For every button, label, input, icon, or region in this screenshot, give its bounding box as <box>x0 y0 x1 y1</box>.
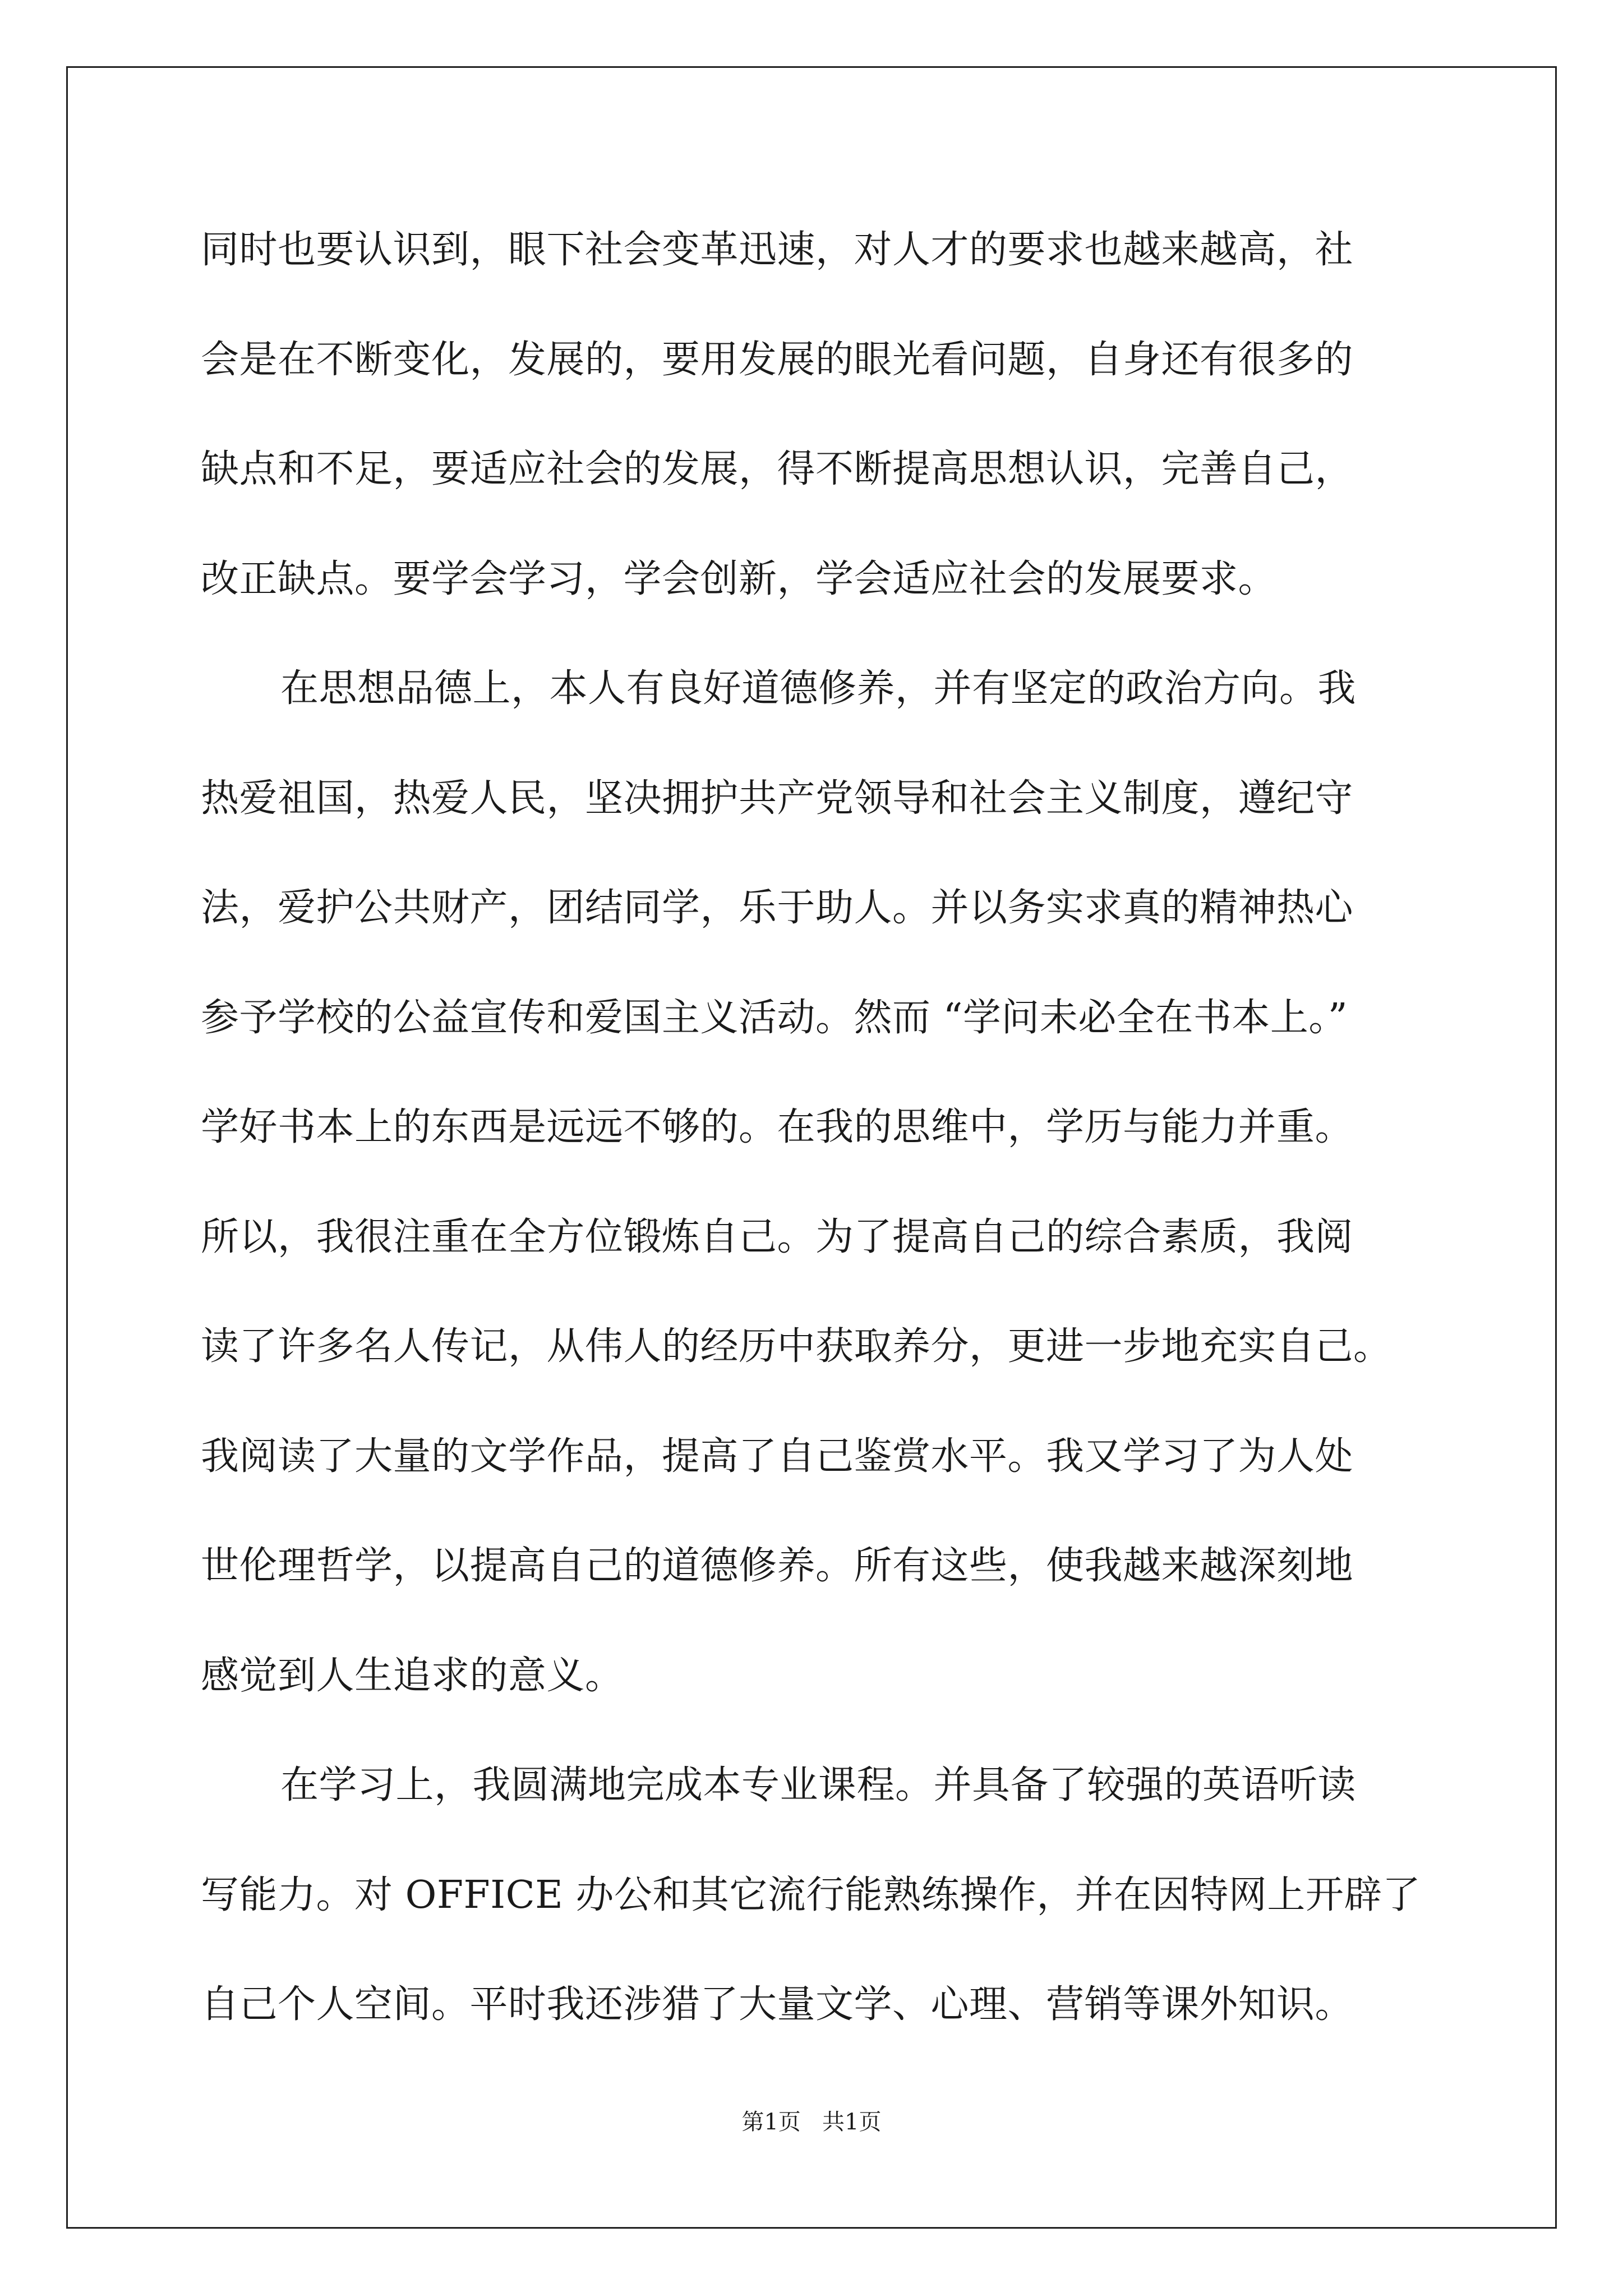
text-line: 缺点和不足，要适应社会的发展，得不断提高思想认识，完善自己， <box>201 447 1354 491</box>
text-line: 世伦理哲学，以提高自己的道德修养。所有这些，使我越来越深刻地 <box>201 1544 1354 1588</box>
text-line: 热爱祖国，热爱人民，坚决拥护共产党领导和社会主义制度，遵纪守 <box>201 776 1354 821</box>
text-line: 法，爱护公共财产，团结同学，乐于助人。并以务实求真的精神热心 <box>201 886 1354 930</box>
text-line: 所以，我很注重在全方位锻炼自己。为了提高自己的综合素质，我阅 <box>201 1215 1354 1259</box>
text-line: 改正缺点。要学会学习，学会创新，学会适应社会的发展要求。 <box>201 557 1277 601</box>
paragraph-start-line: 在思想品德上，本人有良好道德修养，并有坚定的政治方向。我 <box>280 666 1357 711</box>
text-line: 学好书本上的东西是远远不够的。在我的思维中，学历与能力并重。 <box>201 1105 1354 1149</box>
paragraph-start-line: 在学习上，我圆满地完成本专业课程。并具备了较强的英语听读 <box>280 1763 1357 1807</box>
text-line: 参予学校的公益宣传和爱国主义活动。然而 “学问未必全在书本上。” <box>201 996 1348 1040</box>
text-line: 会是在不断变化，发展的，要用发展的眼光看问题，自身还有很多的 <box>201 338 1354 382</box>
text-line: 写能力。对 OFFICE 办公和其它流行能熟练操作，并在因特网上开辟了 <box>201 1873 1421 1917</box>
page-number-footer: 第1页 共1页 <box>741 2109 882 2135</box>
text-line: 同时也要认识到，眼下社会变革迅速，对人才的要求也越来越高，社 <box>201 228 1354 272</box>
text-line: 我阅读了大量的文学作品，提高了自己鉴赏水平。我又学习了为人处 <box>201 1434 1354 1479</box>
text-line: 自己个人空间。平时我还涉猎了大量文学、心理、营销等课外知识。 <box>201 1982 1354 2027</box>
text-line: 读了许多名人传记，从伟人的经历中获取养分，更进一步地充实自己。 <box>201 1324 1392 1369</box>
text-line: 感觉到人生追求的意义。 <box>201 1654 624 1698</box>
